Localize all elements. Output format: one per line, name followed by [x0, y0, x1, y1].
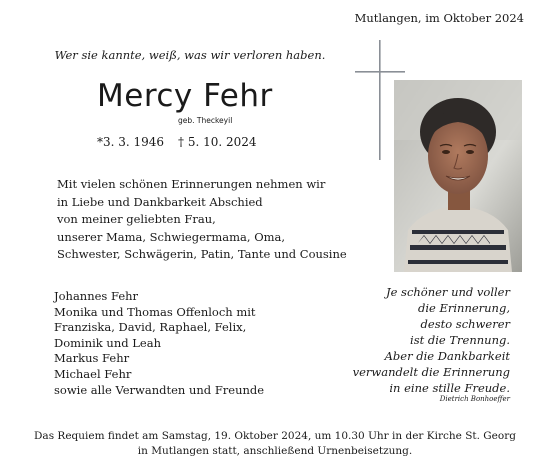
family-line: Monika und Thomas Offenloch mit	[54, 304, 256, 319]
family-line: Dominik und Leah	[54, 335, 161, 350]
birth-date: *3. 3. 1946	[97, 135, 165, 149]
deceased-name: Mercy Fehr	[97, 78, 273, 114]
quote	[353, 284, 510, 396]
quote-line: desto schwerer	[420, 317, 510, 331]
place-date: Mutlangen, im Oktober 2024	[354, 11, 524, 25]
requiem-notice	[0, 429, 550, 459]
quote-line: verwandelt die Erinnerung	[352, 365, 510, 379]
motto: Wer sie kannte, weiß, was wir verloren haben.	[54, 48, 326, 62]
family-line: sowie alle Verwandten und Freunde	[54, 382, 265, 397]
message-line: Mit vielen schönen Erinnerungen nehmen wir	[57, 177, 326, 191]
maiden-name: geb. Theckeyil	[178, 116, 233, 125]
portrait-photo	[394, 80, 522, 272]
notice-line: in Mutlangen statt, anschließend Urnenbeisetzung.	[137, 445, 413, 457]
family-list	[54, 289, 264, 398]
family-line: Johannes Fehr	[54, 289, 139, 303]
family-line: Franziska, David, Raphael, Felix,	[54, 320, 247, 335]
quote-line: ist die Trennung.	[410, 333, 510, 347]
message-text	[57, 176, 347, 264]
message-line: unserer Mama, Schwiegermama, Oma,	[57, 229, 286, 244]
message-line: von meiner geliebten Frau,	[57, 212, 216, 226]
death-date: † 5. 10. 2024	[178, 135, 257, 149]
family-line: Michael Fehr	[54, 366, 132, 381]
quote-line: die Erinnerung,	[417, 301, 510, 315]
quote-line: Je schöner und voller	[385, 285, 510, 299]
notice-line: Das Requiem findet am Samstag, 19. Oktober 2024, um 10.30 Uhr in der Kirche St. Georg	[34, 430, 516, 442]
family-line: Markus Fehr	[54, 351, 130, 366]
quote-author: Dietrich Bonhoeffer	[439, 395, 510, 403]
quote-line: Aber die Dankbarkeit	[384, 349, 510, 363]
message-line: in Liebe und Dankbarkeit Abschied	[57, 194, 263, 209]
message-line: Schwester, Schwägerin, Patin, Tante und Cousine	[57, 247, 347, 261]
quote-line: in eine stille Freude.	[389, 381, 510, 395]
